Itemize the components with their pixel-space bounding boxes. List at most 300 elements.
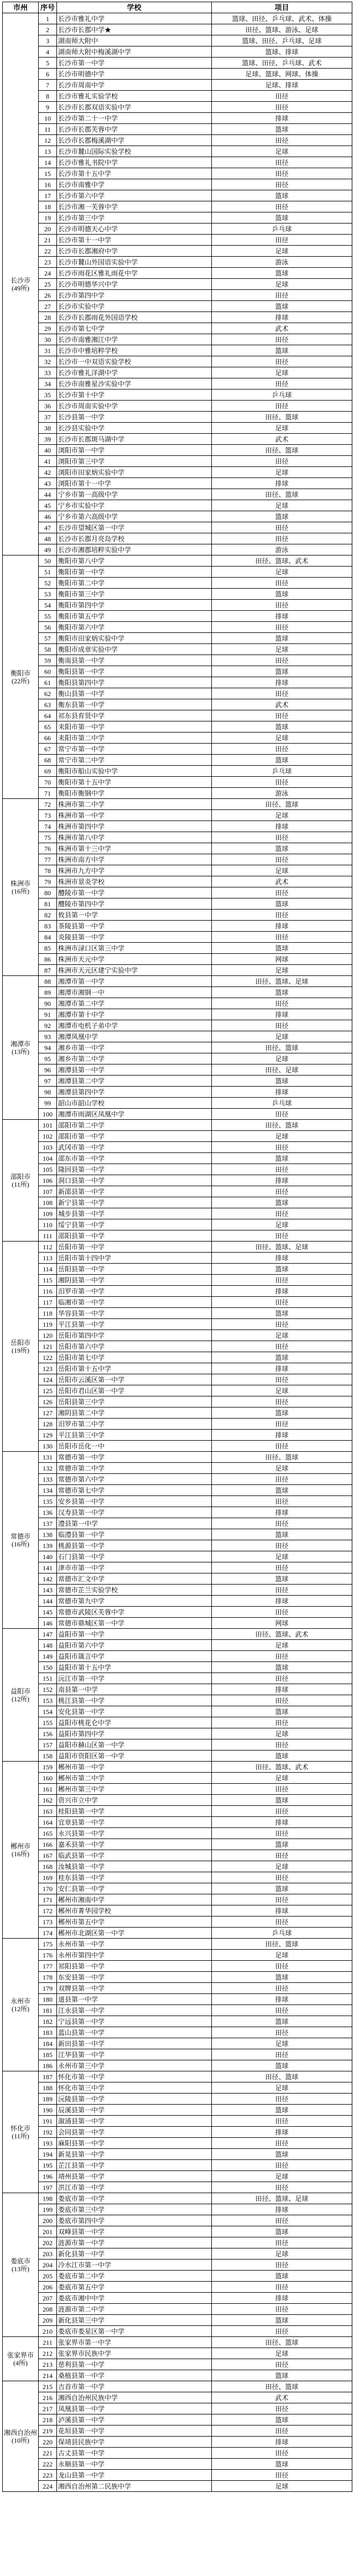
school-name: 长沙市第七中学: [57, 323, 212, 334]
city-school-count: (13所): [12, 2265, 29, 2273]
school-name: 常德市第一中学: [57, 1452, 212, 1463]
table-row: [3, 35, 352, 46]
sport-projects: 田径、篮球、游泳、足球: [212, 24, 352, 35]
sport-projects: 田径、篮球、武术: [212, 555, 352, 567]
city-name: 张家界市: [7, 2351, 34, 2359]
school-name: 道县第一中学: [57, 1994, 212, 2005]
row-number: 213: [39, 2359, 57, 2370]
table-row: [3, 1297, 352, 1308]
row-number: 33: [39, 367, 57, 378]
school-name: 益阳市赫山区第一中学: [57, 1739, 212, 1751]
table-row: [3, 1739, 352, 1751]
row-number: 147: [39, 1629, 57, 1640]
row-number: 41: [39, 456, 57, 467]
school-name: 衡阳县第四中学: [57, 677, 212, 688]
school-name: 新邵县第一中学: [57, 1186, 212, 1197]
school-name: 耒阳市第二中学: [57, 733, 212, 744]
sport-projects: 乒乓球: [212, 224, 352, 235]
sport-projects: 田径、篮球、足球: [212, 1242, 352, 1253]
row-number: 24: [39, 268, 57, 279]
row-number: 210: [39, 2326, 57, 2337]
row-number: 220: [39, 2437, 57, 2448]
table-row: [3, 1120, 352, 1131]
row-number: 112: [39, 1242, 57, 1253]
table-row: [3, 2038, 352, 2049]
table-row: [3, 1064, 352, 1076]
row-number: 114: [39, 1264, 57, 1275]
table-row: [3, 1164, 352, 1175]
sport-projects: 篮球: [212, 2370, 352, 2381]
row-number: 223: [39, 2470, 57, 2481]
sport-projects: 游泳: [212, 544, 352, 555]
row-number: 61: [39, 677, 57, 688]
city-cell: [3, 1762, 39, 1939]
school-name: 安化县第一中学: [57, 1706, 212, 1717]
sport-projects: 田径、篮球: [212, 1452, 352, 1463]
table-row: [3, 2381, 352, 2392]
row-number: 19: [39, 212, 57, 224]
sport-projects: 足球: [212, 2082, 352, 2094]
school-name: 株洲市第十三中学: [57, 843, 212, 854]
sport-projects: 田径: [212, 179, 352, 190]
school-name: 长沙县实验中学: [57, 423, 212, 434]
row-number: 215: [39, 2381, 57, 2392]
table-row: [3, 1928, 352, 1939]
row-number: 48: [39, 533, 57, 544]
sport-projects: 排球: [212, 1905, 352, 1917]
sport-projects: 田径、篮球: [212, 489, 352, 500]
school-name: 泸溪县第一中学: [57, 2414, 212, 2426]
school-name: 湘潭县第一中学: [57, 1064, 212, 1076]
school-name: 益阳市第六中学: [57, 1640, 212, 1651]
sport-projects: 足球: [212, 1053, 352, 1064]
row-number: 15: [39, 168, 57, 179]
sport-projects: 排球: [212, 312, 352, 323]
table-row: [3, 1684, 352, 1695]
school-name: 岳阳市第十五中学: [57, 1363, 212, 1374]
sport-projects: 田径: [212, 1651, 352, 1662]
school-name: 辰溪县第一中学: [57, 2105, 212, 2116]
table-row: [3, 1861, 352, 1872]
city-cell: [3, 1629, 39, 1762]
table-row: [3, 2060, 352, 2071]
row-number: 16: [39, 179, 57, 190]
table-row: [3, 1507, 352, 1518]
sport-projects: 田径: [212, 832, 352, 843]
school-name: 临武县第一中学: [57, 1850, 212, 1861]
school-name: 湘阴县第二中学: [57, 1408, 212, 1419]
table-row: [3, 1197, 352, 1208]
sport-projects: 田径、足球: [212, 1064, 352, 1076]
row-number: 193: [39, 2138, 57, 2149]
school-name: 桃江县第一中学: [57, 1695, 212, 1706]
sport-projects: 篮球: [212, 1153, 352, 1164]
row-number: 117: [39, 1297, 57, 1308]
school-name: 宁乡市第一高级中学: [57, 489, 212, 500]
sport-projects: 篮球: [212, 1972, 352, 1983]
sport-projects: 排球: [212, 1507, 352, 1518]
sport-projects: 游泳: [212, 257, 352, 268]
sport-projects: 田径: [212, 1983, 352, 1994]
school-name: 株洲市天元中学: [57, 954, 212, 965]
school-name: 长沙市第二十一中学: [57, 113, 212, 124]
table-row: [3, 389, 352, 401]
school-name: 桂东县第一中学: [57, 1872, 212, 1883]
school-name: 岳阳市君山区第一中学: [57, 1385, 212, 1396]
sport-projects: 篮球、田径、乒乓球、武术、体操: [212, 13, 352, 24]
sport-projects: 篮球: [212, 1883, 352, 1894]
school-name: 岳阳市第十四中学: [57, 1253, 212, 1264]
school-name: 长沙市一中双语实验学校: [57, 356, 212, 367]
row-number: 72: [39, 799, 57, 810]
row-number: 56: [39, 622, 57, 633]
school-name: 益阳市箴言中学: [57, 1651, 212, 1662]
city-name: 郴州市: [11, 1842, 31, 1850]
sport-projects: 田径: [212, 2359, 352, 2370]
table-row: [3, 677, 352, 688]
school-name: 长沙市雅礼洋湖中学: [57, 367, 212, 378]
school-name: 桃源县第一中学: [57, 1540, 212, 1551]
sport-projects: 篮球、田径、乒乓球、足球: [212, 35, 352, 46]
sport-projects: 田径、篮球: [212, 2381, 352, 2392]
row-number: 167: [39, 1850, 57, 1861]
row-number: 204: [39, 2260, 57, 2271]
row-number: 142: [39, 1573, 57, 1585]
school-name: 株洲市第四中学: [57, 821, 212, 832]
table-row: [3, 2348, 352, 2359]
school-name: 湖南师大附中: [57, 35, 212, 46]
school-name: 郴州市北湖区第一中学: [57, 1928, 212, 1939]
school-name: 岳阳县第三中学: [57, 1396, 212, 1408]
table-row: [3, 2448, 352, 2459]
school-name: 长沙市长郡湘府中学: [57, 246, 212, 257]
row-number: 187: [39, 2071, 57, 2082]
school-name: 东安县第一中学: [57, 1972, 212, 1983]
row-number: 120: [39, 1330, 57, 1341]
school-name: 永州市第四中学: [57, 1950, 212, 1961]
sport-projects: 篮球: [212, 1197, 352, 1208]
row-number: 154: [39, 1706, 57, 1717]
school-name: 靖州县第一中学: [57, 2171, 212, 2182]
row-number: 170: [39, 1883, 57, 1894]
row-number: 124: [39, 1374, 57, 1385]
school-name: 湘乡市第二中学: [57, 1053, 212, 1064]
school-name: 衡阳市第一中学: [57, 567, 212, 578]
school-name: 长沙市明德中学: [57, 69, 212, 80]
row-number: 35: [39, 389, 57, 401]
school-name: 沅陵县第一中学: [57, 2094, 212, 2105]
sport-projects: 足球: [212, 1861, 352, 1872]
city-school-count: (22所): [12, 677, 29, 685]
table-row: [3, 467, 352, 478]
sport-projects: 田径: [212, 168, 352, 179]
school-name: 长沙市长郡雨花外国语学校: [57, 312, 212, 323]
sport-projects: 田径: [212, 910, 352, 921]
school-name: 衡阳市第六中学: [57, 622, 212, 633]
table-row: [3, 622, 352, 633]
sport-projects: 篮球: [212, 2414, 352, 2426]
row-number: 74: [39, 821, 57, 832]
sport-projects: 排球: [212, 921, 352, 932]
sport-projects: 排球: [212, 1684, 352, 1695]
sport-projects: 足球: [212, 644, 352, 655]
school-name: 浏阳市第一中学: [57, 445, 212, 456]
row-number: 178: [39, 1972, 57, 1983]
table-row: [3, 1485, 352, 1496]
sport-projects: 田径: [212, 688, 352, 699]
row-number: 13: [39, 146, 57, 157]
school-name: 湘乡市第一中学: [57, 1042, 212, 1053]
table-row: [3, 1994, 352, 2005]
sport-projects: 篮球: [212, 899, 352, 910]
school-table: [2, 2, 352, 2492]
table-row: [3, 1374, 352, 1385]
sport-projects: 田径: [212, 1109, 352, 1120]
row-number: 118: [39, 1308, 57, 1319]
sport-projects: 足球: [212, 2348, 352, 2359]
sport-projects: 田径: [212, 2138, 352, 2149]
sport-projects: 足球: [212, 1131, 352, 1142]
school-name: 邵阳市第一中学: [57, 1131, 212, 1142]
row-number: 191: [39, 2116, 57, 2127]
table-row: [3, 1540, 352, 1551]
school-name: 郴州市第一中学: [57, 1762, 212, 1773]
table-row: [3, 1341, 352, 1352]
table-row: [3, 58, 352, 69]
sport-projects: 排球: [212, 677, 352, 688]
sport-projects: 篮球: [212, 843, 352, 854]
school-name: 长沙市第十一中学: [57, 235, 212, 246]
row-number: 40: [39, 445, 57, 456]
school-name: 衡阳市田家炳实验中学: [57, 633, 212, 644]
table-row: [3, 69, 352, 80]
school-name: 怀化市第一中学: [57, 2071, 212, 2082]
sport-projects: 田径: [212, 2426, 352, 2437]
row-number: 42: [39, 467, 57, 478]
row-number: 23: [39, 257, 57, 268]
table-row: [3, 1762, 352, 1773]
school-name: 益阳市第十五中学: [57, 1662, 212, 1673]
school-name: 怀化市第三中学: [57, 2082, 212, 2094]
sport-projects: 足球: [212, 1219, 352, 1230]
sport-projects: 田径: [212, 1607, 352, 1618]
sport-projects: 篮球: [212, 2315, 352, 2326]
city-name: 怀化市: [11, 2124, 31, 2132]
sport-projects: 田径: [212, 1319, 352, 1330]
sport-projects: 排球: [212, 113, 352, 124]
school-name: 长沙市第四中学: [57, 290, 212, 301]
table-row: [3, 1917, 352, 1928]
row-number: 90: [39, 998, 57, 1009]
sport-projects: 田径: [212, 2237, 352, 2248]
sport-projects: 田径: [212, 356, 352, 367]
city-cell: [3, 1939, 39, 2071]
table-row: [3, 1131, 352, 1142]
school-name: 平江县第三中学: [57, 1430, 212, 1441]
row-number: 197: [39, 2182, 57, 2193]
row-number: 6: [39, 69, 57, 80]
sport-projects: 田径: [212, 290, 352, 301]
sport-projects: 篮球: [212, 1706, 352, 1717]
table-row: [3, 533, 352, 544]
sport-projects: 田径: [212, 157, 352, 168]
table-row: [3, 821, 352, 832]
school-name: 湘潭凤凰中学: [57, 1031, 212, 1042]
row-number: 66: [39, 733, 57, 744]
sport-projects: 田径、篮球: [212, 1939, 352, 1950]
sport-projects: 田径、篮球: [212, 2337, 352, 2348]
row-number: 67: [39, 744, 57, 755]
table-row: [3, 201, 352, 212]
table-row: [3, 1153, 352, 1164]
table-row: [3, 633, 352, 644]
sport-projects: 足球: [212, 1330, 352, 1341]
table-row: [3, 2127, 352, 2138]
school-name: 常德市第六中学: [57, 1474, 212, 1485]
table-row: [3, 1883, 352, 1894]
sport-projects: 排球: [212, 2293, 352, 2304]
sport-projects: 田径: [212, 2326, 352, 2337]
school-name: 常宁市第二中学: [57, 755, 212, 766]
table-row: [3, 2326, 352, 2337]
sport-projects: 田径: [212, 334, 352, 345]
sport-projects: 田径: [212, 2403, 352, 2414]
school-name: 邵东市第一中学: [57, 1153, 212, 1164]
row-number: 63: [39, 699, 57, 710]
row-number: 7: [39, 80, 57, 91]
sport-projects: 排球: [212, 821, 352, 832]
city-cell: [3, 976, 39, 1120]
row-number: 171: [39, 1894, 57, 1905]
sport-projects: 足球: [212, 1773, 352, 1784]
row-number: 81: [39, 899, 57, 910]
table-row: [3, 1463, 352, 1474]
table-row: [3, 13, 352, 24]
sport-projects: 田径: [212, 235, 352, 246]
table-row: [3, 1175, 352, 1186]
table-row: [3, 1441, 352, 1452]
school-name: 益阳市第四中学: [57, 1728, 212, 1739]
table-row: [3, 965, 352, 976]
table-row: [3, 1419, 352, 1430]
row-number: 77: [39, 854, 57, 865]
sport-projects: 足球: [212, 423, 352, 434]
sport-projects: 篮球: [212, 1485, 352, 1496]
table-row: [3, 1751, 352, 1762]
table-row: [3, 91, 352, 102]
table-row: [3, 2071, 352, 2082]
school-name: 衡阳市第十五中学: [57, 777, 212, 788]
table-row: [3, 1939, 352, 1950]
school-name: 长沙县第一中学: [57, 412, 212, 423]
sport-projects: 排球: [212, 2127, 352, 2138]
sport-projects: 足球: [212, 367, 352, 378]
school-name: 衡东县第一中学: [57, 699, 212, 710]
school-name: 衡阳市船山实验中学: [57, 766, 212, 777]
school-name: 湘潭市雨湖区凤凰中学: [57, 1109, 212, 1120]
table-row: [3, 1585, 352, 1596]
table-row: [3, 1784, 352, 1795]
sport-projects: 排球: [212, 1286, 352, 1297]
school-name: 芷江县第一中学: [57, 2160, 212, 2171]
row-number: 14: [39, 157, 57, 168]
sport-projects: 田径、篮球: [212, 412, 352, 423]
table-row: [3, 323, 352, 334]
city-school-count: (13所): [12, 1047, 29, 1056]
school-name: 长沙市长郡斑马湖中学: [57, 434, 212, 445]
table-row: [3, 899, 352, 910]
school-name: 株洲市第二中学: [57, 799, 212, 810]
row-number: 105: [39, 1164, 57, 1175]
row-number: 196: [39, 2171, 57, 2182]
table-row: [3, 755, 352, 766]
table-row: [3, 1363, 352, 1374]
school-name: 茶陵县第一中学: [57, 921, 212, 932]
school-name: 张家界市第一中学: [57, 2337, 212, 2348]
school-name: 长沙市望城区第一中学: [57, 522, 212, 533]
row-number: 122: [39, 1352, 57, 1363]
row-number: 119: [39, 1319, 57, 1330]
row-number: 135: [39, 1496, 57, 1507]
school-name: 长沙市湘郡培粹实验中学: [57, 544, 212, 555]
school-name: 常德市第七中学: [57, 1485, 212, 1496]
sport-projects: 田径: [212, 2215, 352, 2226]
row-number: 199: [39, 2204, 57, 2215]
table-row: [3, 589, 352, 600]
table-row: [3, 1551, 352, 1562]
sport-projects: 田径: [212, 600, 352, 611]
sport-projects: 篮球: [212, 1408, 352, 1419]
sport-projects: 田径: [212, 401, 352, 412]
table-row: [3, 1452, 352, 1463]
table-body: [3, 13, 352, 2492]
sport-projects: 网球: [212, 954, 352, 965]
row-number: 27: [39, 301, 57, 312]
table-row: [3, 1983, 352, 1994]
sport-projects: 田径、篮球、武术: [212, 1762, 352, 1773]
sport-projects: 篮球: [212, 2016, 352, 2027]
city-cell: [3, 1452, 39, 1629]
table-row: [3, 511, 352, 522]
table-row: [3, 102, 352, 113]
table-row: [3, 1042, 352, 1053]
school-name: 长沙市周南实验中学: [57, 401, 212, 412]
row-number: 69: [39, 766, 57, 777]
row-number: 54: [39, 600, 57, 611]
table-row: [3, 2215, 352, 2226]
school-name: 株洲市天元区建宁实验中学: [57, 965, 212, 976]
table-row: [3, 312, 352, 323]
sport-projects: 田径: [212, 522, 352, 533]
sport-projects: 田径: [212, 1396, 352, 1408]
school-name: 嘉禾县第一中学: [57, 1839, 212, 1850]
school-name: 长沙市中雅培粹学校: [57, 345, 212, 356]
school-name: 桂阳县第一中学: [57, 1806, 212, 1817]
sport-projects: 足球: [212, 567, 352, 578]
row-number: 52: [39, 578, 57, 589]
row-number: 57: [39, 633, 57, 644]
table-row: [3, 1142, 352, 1153]
city-cell: [3, 13, 39, 555]
table-row: [3, 2016, 352, 2027]
school-name: 石门县第一中学: [57, 1551, 212, 1562]
school-name: 娄底市第四中学: [57, 2215, 212, 2226]
row-number: 127: [39, 1408, 57, 1419]
sport-projects: 排球: [212, 1430, 352, 1441]
sport-projects: 篮球: [212, 721, 352, 733]
city-school-count: (12所): [12, 1695, 29, 1703]
sport-projects: 篮球: [212, 666, 352, 677]
